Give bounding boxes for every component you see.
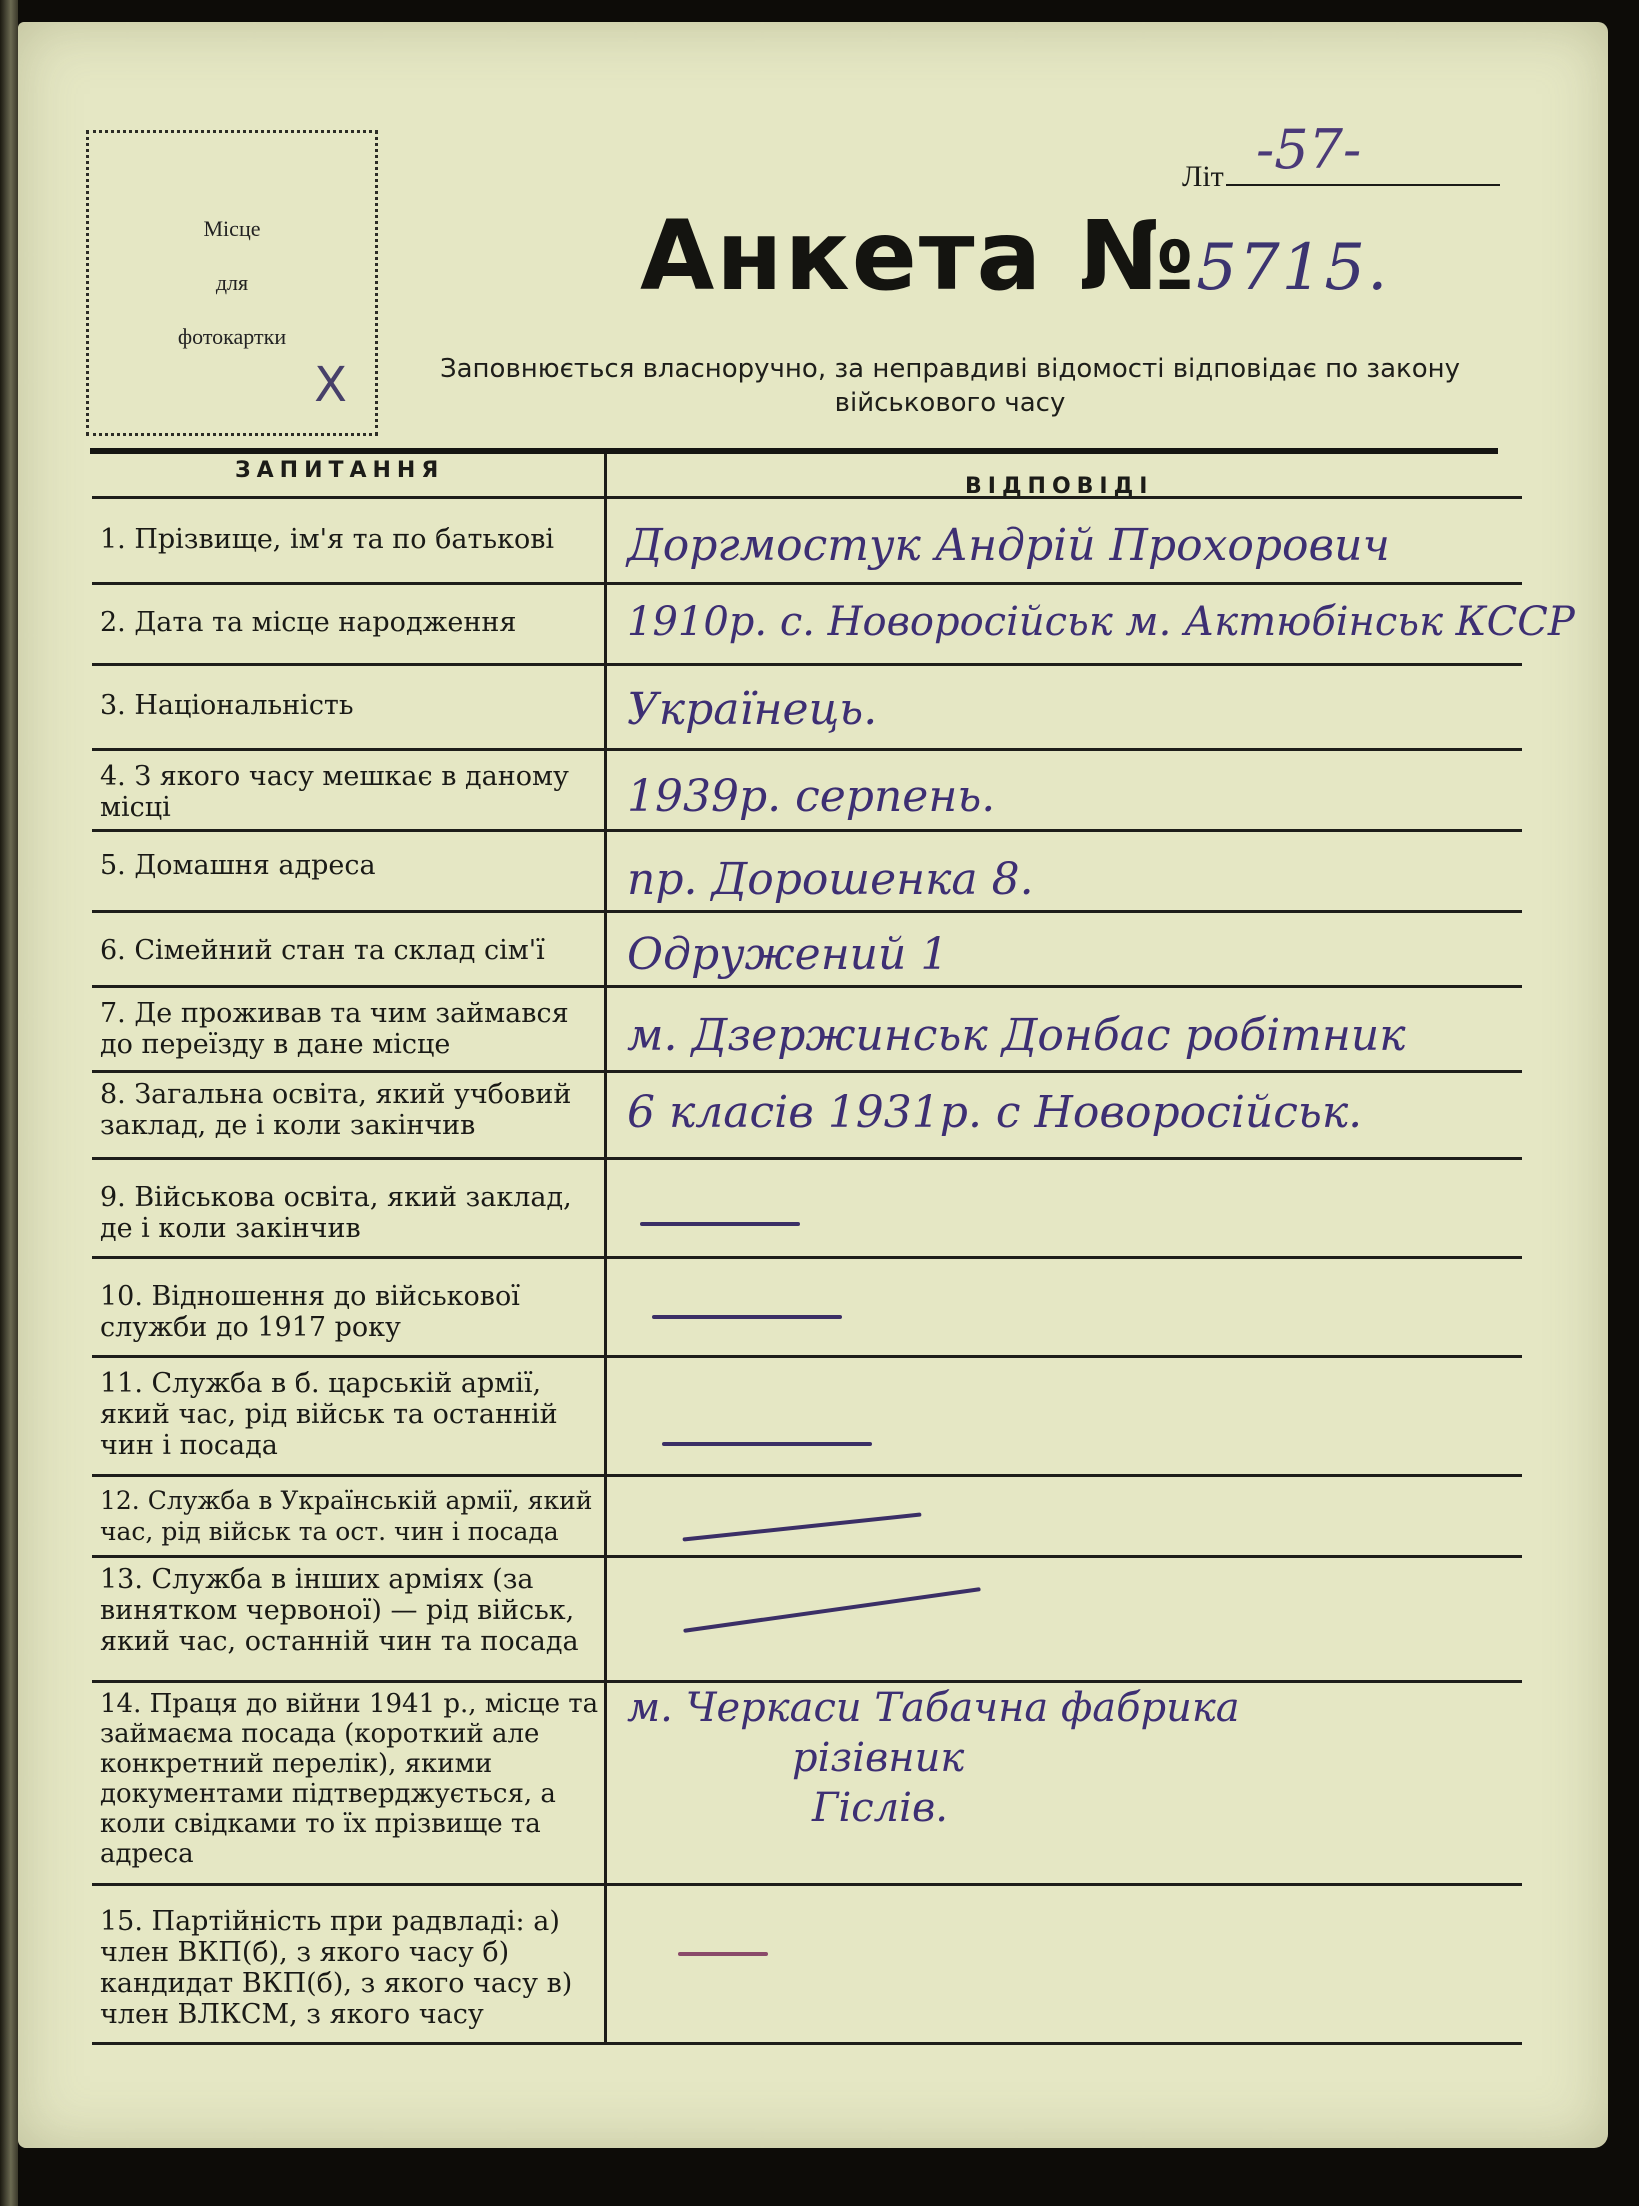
answer-cell: пр. Дорошенка 8.	[627, 854, 1034, 905]
answer-cell-line3: Гіслів.	[812, 1785, 948, 1831]
question-cell: 15. Партійність при радвладі: а) член ВКП(б), з якого часу б) кандидат ВКП(б), з якого часу в) член ВЛКСМ, з якого часу	[100, 1906, 573, 2030]
table-row	[92, 1477, 1522, 1558]
photo-placeholder	[86, 130, 378, 436]
header-divider	[90, 448, 1498, 454]
questions-header: ЗАПИТАННЯ	[235, 458, 445, 483]
answer-cell: м. Черкаси Табачна фабрика	[627, 1685, 1240, 1731]
column-header-rule	[92, 466, 1522, 499]
photo-label-3: фотокартки	[177, 324, 287, 349]
question-cell: 3. Національність	[100, 690, 354, 721]
question-cell: 2. Дата та місце народження	[100, 607, 517, 638]
empty-answer-dash	[662, 1442, 872, 1446]
page-title	[640, 200, 1389, 312]
table-row	[92, 751, 1522, 832]
question-cell: 12. Служба в Українській армії, який час, рід військ та ост. чин і посада	[100, 1486, 593, 1546]
answer-cell: Доргмостук Андрій Прохорович	[627, 520, 1390, 571]
table-row	[92, 913, 1522, 988]
question-cell: 14. Праця до війни 1941 р., місце та займаєма посада (короткий але конкретний перелік), якими документами підтверджується, а коли свідками то їх прізвище та адреса	[100, 1689, 599, 1869]
table-row	[92, 500, 1522, 585]
sheet-number: -57-	[1256, 118, 1362, 181]
table-row	[92, 1073, 1522, 1160]
answer-cell: 1910р. с. Новоросійськ м. Актюбінськ КССР	[627, 599, 1575, 645]
empty-answer-dash	[652, 1315, 842, 1319]
table-row	[92, 1160, 1522, 1259]
photo-label-2: для	[215, 270, 249, 295]
sheet-number-line	[1226, 184, 1500, 186]
empty-answer-dash	[640, 1222, 800, 1226]
table-row	[92, 1683, 1522, 1886]
empty-answer-dash	[683, 1587, 981, 1633]
question-cell: 7. Де проживав та чим займався до переїзду в дане місце	[100, 998, 569, 1060]
answer-cell: Одружений 1	[627, 929, 949, 980]
answer-cell-line2: різівник	[792, 1735, 965, 1781]
empty-answer-dash	[682, 1512, 921, 1541]
table-row	[92, 1259, 1522, 1358]
question-cell: 8. Загальна освіта, який учбовий заклад, де і коли закінчив	[100, 1079, 572, 1141]
answer-cell: м. Дзержинськ Донбас робітник	[627, 1010, 1406, 1061]
form-number: 5715.	[1196, 231, 1390, 305]
title-word: Анкета	[640, 200, 1044, 312]
question-cell: 11. Служба в б. царській армії, який час, рід військ та останній чин і посада	[100, 1368, 558, 1461]
table-row	[92, 1358, 1522, 1477]
table-row	[92, 666, 1522, 751]
answers-header: ВІДПОВІДІ	[965, 474, 1154, 499]
question-cell: 6. Сімейний стан та склад сім'ї	[100, 935, 545, 966]
question-cell: 10. Відношення до військової служби до 1917 року	[100, 1281, 520, 1343]
table-row	[92, 832, 1522, 913]
subtitle: Заповнюється власноручно, за неправдиві відомості відповідає по закону військового часу	[439, 354, 1461, 418]
answer-cell: Українець.	[627, 684, 878, 735]
answer-cell: 1939р. серпень.	[627, 771, 996, 822]
question-cell: 13. Служба в інших арміях (за винятком червоної) — рід військ, який час, останній чин та посада	[100, 1564, 579, 1657]
question-cell: 1. Прізвище, ім'я та по батькові	[100, 524, 555, 555]
question-cell: 4. З якого часу мешкає в даному місці	[100, 761, 569, 823]
table-row	[92, 1558, 1522, 1683]
table-row	[92, 988, 1522, 1073]
empty-answer-dash	[678, 1952, 768, 1956]
book-binding	[0, 0, 18, 2206]
answer-cell: 6 класів 1931р. с Новоросійськ.	[627, 1087, 1363, 1138]
question-cell: 9. Військова освіта, який заклад, де і коли закінчив	[100, 1182, 572, 1244]
number-sign: №	[1078, 200, 1197, 312]
photo-label-1: Місце	[203, 216, 261, 241]
photo-cross-mark: X	[314, 357, 347, 413]
sheet-label: Літ	[1182, 160, 1224, 193]
table-row	[92, 1886, 1522, 2045]
table-row	[92, 585, 1575, 666]
question-cell: 5. Домашня адреса	[100, 850, 376, 881]
